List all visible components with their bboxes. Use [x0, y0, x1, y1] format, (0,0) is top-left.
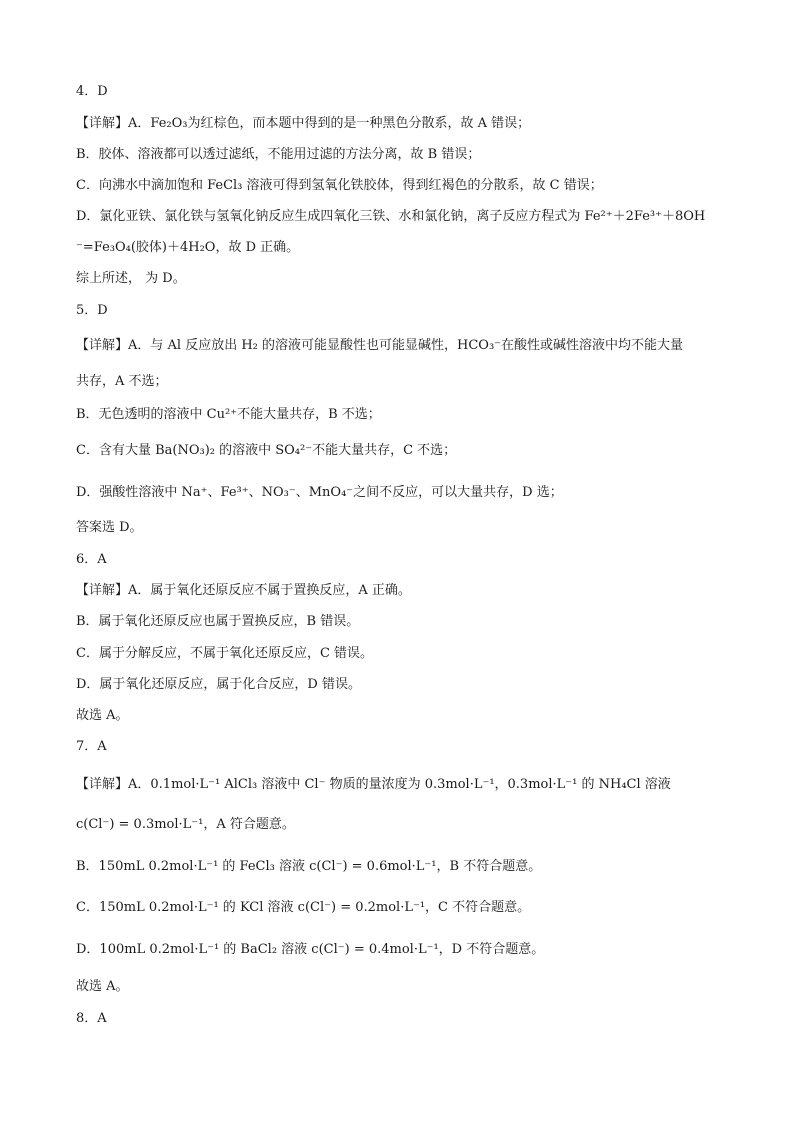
q5-explanation-a: 【详解】A．与 Al 反应放出 H₂ 的溶液可能显酸性也可能显碱性，HCO₃⁻在酸性或碱性溶液中均不能大量 — [76, 338, 684, 353]
q4-explanation-d-cont: ⁻=Fe₃O₄(胶体)＋4H₂O，故 D 正确。 — [76, 240, 300, 255]
q6-summary: 故选 A。 — [76, 708, 129, 723]
q7-explanation-a: 【详解】A．0.1mol·L⁻¹ AlCl₃ 溶液中 Cl⁻ 物质的量浓度为 0.3mol·L⁻¹，0.3mol·L⁻¹ 的 NH₄Cl 溶液 — [76, 777, 671, 792]
q5-explanation-d: D．强酸性溶液中 Na⁺、Fe³⁺、NO₃⁻、MnO₄⁻之间不反应，可以大量共存，D 选； — [76, 485, 563, 500]
q6-explanation-a: 【详解】A．属于氧化还原反应不属于置换反应，A 正确。 — [76, 583, 411, 598]
q5-summary: 答案选 D。 — [76, 520, 143, 535]
q6-explanation-b: B．属于氧化还原反应也属于置换反应，B 错误。 — [76, 614, 360, 629]
q5-explanation-a-cont: 共存，A 不选； — [76, 374, 168, 389]
q6-explanation-c: C．属于分解反应，不属于氧化还原反应，C 错误。 — [76, 646, 374, 661]
q4-explanation-b: B．胶体、溶液都可以透过滤纸，不能用过滤的方法分离，故 B 错误； — [76, 147, 481, 162]
q4-summary: 综上所述， 为 D。 — [76, 271, 186, 286]
q4-explanation-a: 【详解】A．Fe₂O₃为红棕色，而本题中得到的是一种黑色分散系，故 A 错误； — [76, 116, 531, 131]
q5-explanation-c: C．含有大量 Ba(NO₃)₂ 的溶液中 SO₄²⁻不能大量共存，C 不选； — [76, 443, 457, 458]
q8-answer-heading: 8．A — [76, 1011, 107, 1026]
q7-explanation-c: C．150mL 0.2mol·L⁻¹ 的 KCl 溶液 c(Cl⁻) = 0.2mol·L⁻¹，C 不符合题意。 — [76, 900, 531, 915]
q7-explanation-b: B．150mL 0.2mol·L⁻¹ 的 FeCl₃ 溶液 c(Cl⁻) = 0.6mol·L⁻¹，B 不符合题意。 — [76, 859, 542, 874]
q6-answer-heading: 6．A — [76, 552, 107, 567]
q4-explanation-d: D．氯化亚铁、氯化铁与氢氧化钠反应生成四氧化三铁、水和氯化钠，离子反应方程式为 Fe²⁺＋2Fe³⁺＋8OH — [76, 209, 706, 224]
q4-answer-heading: 4．D — [76, 84, 108, 99]
q6-explanation-d: D．属于氧化还原反应，属于化合反应，D 错误。 — [76, 677, 361, 692]
q7-explanation-d: D．100mL 0.2mol·L⁻¹ 的 BaCl₂ 溶液 c(Cl⁻) = 0.4mol·L⁻¹，D 不符合题意。 — [76, 942, 545, 957]
q7-summary: 故选 A。 — [76, 979, 129, 994]
q5-answer-heading: 5．D — [76, 303, 108, 318]
q7-answer-heading: 7．A — [76, 739, 107, 754]
q4-explanation-c: C．向沸水中滴加饱和 FeCl₃ 溶液可得到氢氧化铁胶体，得到红褐色的分散系，故 C 错误； — [76, 178, 603, 193]
q5-explanation-b: B．无色透明的溶液中 Cu²⁺不能大量共存，B 不选； — [76, 407, 381, 422]
q7-explanation-a-cont: c(Cl⁻) = 0.3mol·L⁻¹，A 符合题意。 — [76, 817, 295, 832]
